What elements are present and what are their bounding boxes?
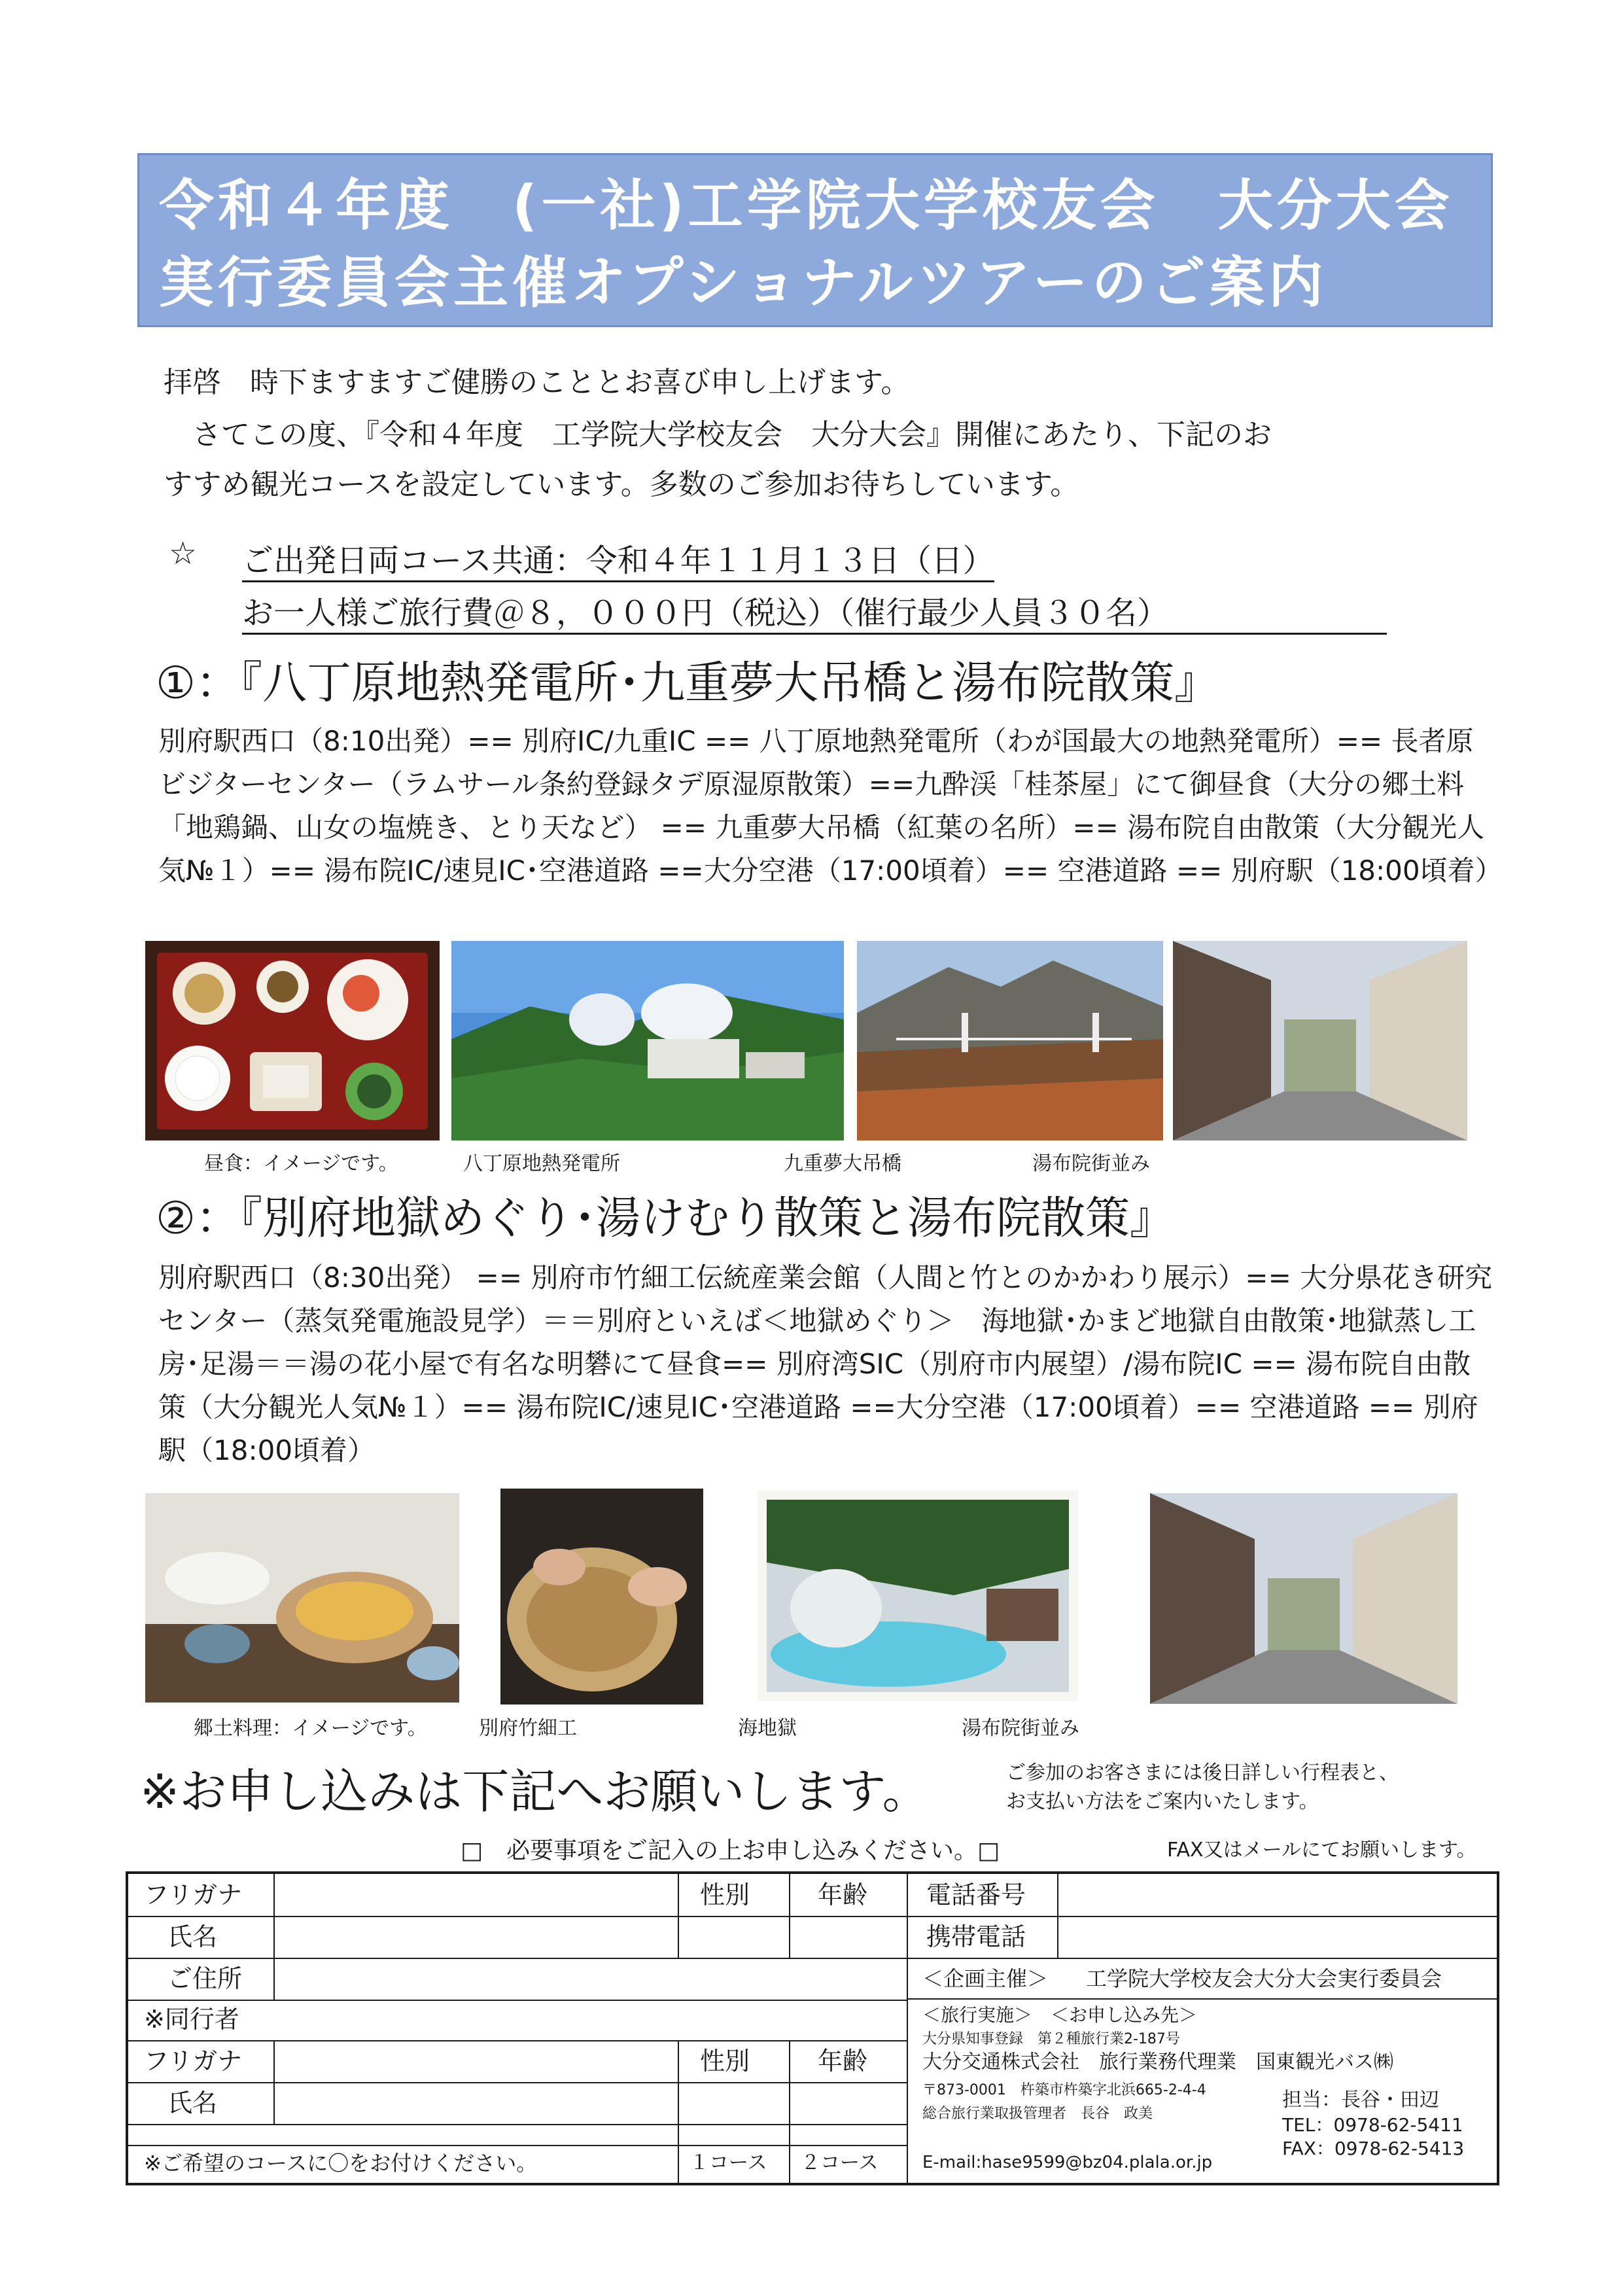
caption-bamboo: 別府竹細工 xyxy=(479,1717,577,1740)
label-age-2: 年齢 xyxy=(818,2047,868,2075)
apply-note-1: ご参加のお客さまには後日詳しい行程表と、 xyxy=(1006,1761,1399,1784)
contact-person: 担当：長谷・田辺 xyxy=(1282,2089,1439,2111)
label-phone: 電話番号 xyxy=(926,1881,1026,1909)
apply-note-2: お支払い方法をご案内いたします。 xyxy=(1006,1790,1319,1813)
departure-date: ご出発日両コース共通：令和４年１１月１３日（日） xyxy=(242,535,994,582)
course-2-choice[interactable]: ２コース xyxy=(801,2151,879,2174)
label-address: ご住所 xyxy=(167,1964,243,1993)
apply-heading: ※お申し込みは下記へお願いします。 xyxy=(140,1764,930,1819)
label-name-2: 氏名 xyxy=(167,2089,218,2117)
yufuin-street-photo-2 xyxy=(1150,1493,1457,1704)
input-name[interactable] xyxy=(273,1917,678,1958)
title-banner xyxy=(137,153,1493,327)
apply-instruction: □ 必要事項をご記入の上お申し込みください。□ xyxy=(461,1837,1000,1864)
manager: 総合旅行業取扱管理者 長谷 政美 xyxy=(922,2106,1153,2122)
fax-number: FAX：0978-62-5413 xyxy=(1282,2138,1465,2159)
agency-label: ＜旅行実施＞ ＜お申し込み先＞ xyxy=(922,2004,1198,2026)
label-furigana: フリガナ xyxy=(144,1881,243,1909)
tel-number: TEL：0978-62-5411 xyxy=(1282,2114,1463,2136)
caption-geothermal: 八丁原地熱発電所 xyxy=(463,1152,620,1175)
caption-lunch: 昼食：イメージです。 xyxy=(204,1152,398,1175)
star-icon: ☆ xyxy=(169,535,198,572)
input-phone[interactable] xyxy=(1057,1875,1497,1916)
input-furigana-2[interactable] xyxy=(273,2041,678,2082)
caption-cuisine: 郷土料理：イメージです。 xyxy=(194,1717,427,1740)
geothermal-plant-photo xyxy=(451,941,844,1140)
label-companion: ※同行者 xyxy=(144,2005,239,2034)
course-1-itinerary: 別府駅西口（8:10出発）== 別府IC/九重IC == 八丁原地熱発電所（わが国最大の地熱発電所）== 長者原ビジターセンター（ラムサール条約登録タデ原湿原散策）==九酔渓「桂茶屋」にて御昼食（大分の郷土料「地鶏鍋、山女の塩焼き、とり天など） == 九重夢大吊橋（紅葉の名所）== 湯布院自由散策（大分観光人気№１）== 湯布院IC/速見IC･空港道路 ==大分空港（17:00頃着）== 空港道路 == 別府駅（18:00頃着） xyxy=(158,725,1503,887)
course-1-choice[interactable]: １コース xyxy=(689,2151,767,2174)
local-cuisine-photo xyxy=(145,1493,459,1703)
organizer-label: ＜企画主催＞ xyxy=(922,1966,1049,1991)
kokonoe-bridge-photo xyxy=(857,941,1163,1140)
input-mobile[interactable] xyxy=(1057,1917,1497,1958)
apply-instruction-2: FAX又はメールにてお願いします。 xyxy=(1167,1839,1476,1862)
title-line-1: 令和４年度 (一社)工学院大学校友会 大分大会 xyxy=(159,173,1454,238)
input-gender-2[interactable] xyxy=(678,2083,789,2124)
course-1-title: ①：『八丁原地熱発電所･九重夢大吊橋と湯布院散策』 xyxy=(156,658,1219,709)
title-line-2: 実行委員会主催オプショナルツアーのご案内 xyxy=(159,251,1327,315)
caption-bridge: 九重夢大吊橋 xyxy=(784,1152,901,1175)
course-2-title: ②：『別府地獄めぐり･湯けむり散策と湯布院散策』 xyxy=(156,1193,1174,1245)
caption-umi-jigoku: 海地獄 xyxy=(738,1717,797,1740)
caption-yufuin-2: 湯布院街並み xyxy=(962,1717,1079,1740)
input-gender[interactable] xyxy=(678,1917,789,1958)
label-age: 年齢 xyxy=(818,1881,868,1909)
umi-jigoku-photo xyxy=(758,1491,1078,1701)
label-gender-2: 性別 xyxy=(700,2047,750,2075)
tour-price: お一人様ご旅行費＠８，０００円（税込）（催行最少人員３０名） xyxy=(242,588,1387,635)
registration: 大分県知事登録 第２種旅行業2-187号 xyxy=(922,2031,1180,2047)
input-furigana[interactable] xyxy=(273,1875,678,1916)
input-age[interactable] xyxy=(789,1917,907,1958)
caption-yufuin-1: 湯布院街並み xyxy=(1032,1152,1150,1175)
company-name: 大分交通株式会社 旅行業務代理業 国東観光バス㈱ xyxy=(922,2051,1393,2074)
bamboo-craft-photo xyxy=(500,1489,703,1704)
course-2-itinerary: 別府駅西口（8:30出発） == 別府市竹細工伝統産業会館（人間と竹とのかかわり展示）== 大分県花き研究センター（蒸気発電施設見学）＝＝別府といえば＜地獄めぐり＞ 海地獄･かまど地獄自由散策･地獄蒸し工房･足湯＝＝湯の花小屋で有名な明礬にて昼食== 別府湾SIC（別府市内展望）/湯布院IC == 湯布院自由散策（大分観光人気№１）== 湯布院IC/速見IC･空港道路 ==大分空港（17:00頃着）== 空港道路 == 別府駅（18:00頃着） xyxy=(158,1262,1493,1466)
lunch-photo xyxy=(145,941,440,1140)
label-mobile: 携帯電話 xyxy=(926,1922,1026,1951)
intro-line-1: 拝啓 時下ますますご健勝のこととお喜び申し上げます。 xyxy=(164,366,910,399)
course-note: ※ご希望のコースに〇をお付けください。 xyxy=(144,2151,538,2176)
company-address: 〒873-0001 杵築市杵築字北浜665-2-4-4 xyxy=(922,2082,1206,2098)
intro-line-3: すすめ観光コースを設定しています。多数のご参加お待ちしています。 xyxy=(164,468,1079,501)
input-age-2[interactable] xyxy=(789,2083,907,2124)
intro-line-2: さてこの度、『令和４年度 工学院大学校友会 大分大会』開催にあたり、下記のお xyxy=(164,418,1272,451)
label-gender: 性別 xyxy=(700,1881,750,1909)
organizer-name: 工学院大学校友会大分大会実行委員会 xyxy=(1086,1966,1442,1991)
email-address: E-mail:hase9599@bz04.plala.or.jp xyxy=(922,2153,1213,2172)
label-name: 氏名 xyxy=(167,1922,218,1951)
yufuin-street-photo xyxy=(1173,941,1467,1140)
input-name-2[interactable] xyxy=(273,2083,678,2124)
input-address[interactable] xyxy=(273,1959,907,2000)
application-form xyxy=(126,1871,1499,2185)
label-furigana-2: フリガナ xyxy=(144,2047,243,2075)
